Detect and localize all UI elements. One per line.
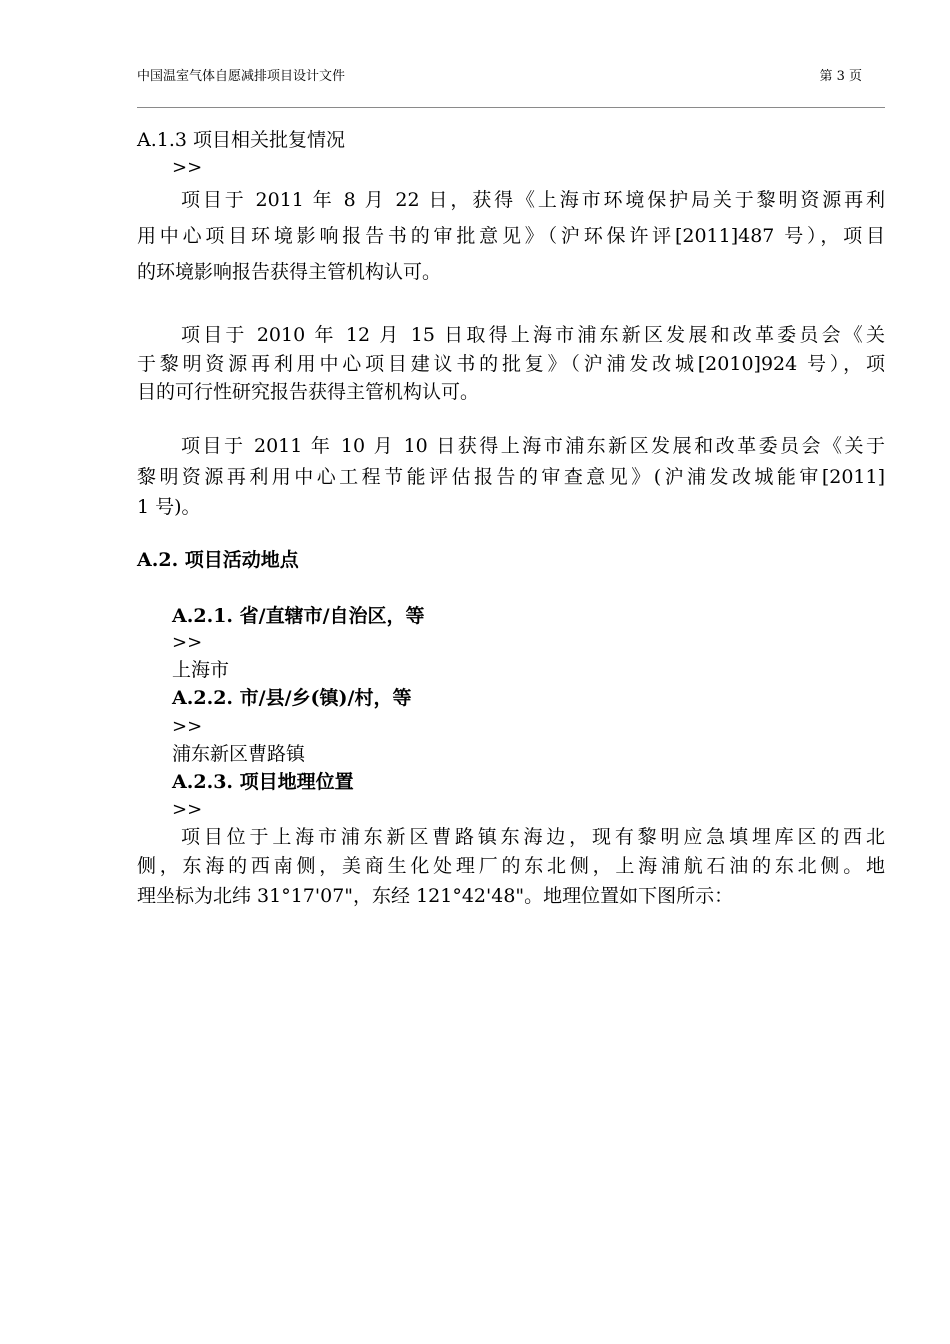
province-value: 上海市 <box>172 659 230 681</box>
paragraph-line: 1 号)。 <box>137 496 201 518</box>
paragraph-line: 项目于 2011 年 8 月 22 日，获得《上海市环境保护局关于黎明资源再利 <box>181 189 885 211</box>
subsection-heading-a21: A.2.1. 省/直辖市/自治区，等 <box>172 605 425 627</box>
section-marker: >> <box>172 632 203 653</box>
subsection-heading-a23: A.2.3. 项目地理位置 <box>172 771 354 793</box>
town-value: 浦东新区曹路镇 <box>172 743 306 765</box>
paragraph-line: 黎明资源再利用中心工程节能评估报告的审查意见》(沪浦发改城能审[2011] <box>137 466 885 488</box>
section-marker: >> <box>172 157 203 178</box>
section-heading-a2: A.2. 项目活动地点 <box>137 549 299 571</box>
page-number: 第 3 页 <box>819 69 862 84</box>
page-header <box>137 66 862 88</box>
paragraph-line: 侧，东海的西南侧，美商生化处理厂的东北侧，上海浦航石油的东北侧。地 <box>137 855 885 877</box>
paragraph-line: 项目于 2010 年 12 月 15 日取得上海市浦东新区发展和改革委员会《关 <box>181 324 885 346</box>
paragraph-line: 用中心项目环境影响报告书的审批意见》（沪环保许评[2011]487 号），项目 <box>137 225 885 247</box>
paragraph-line: 的环境影响报告获得主管机构认可。 <box>137 261 442 283</box>
paragraph-line: 项目于 2011 年 10 月 10 日获得上海市浦东新区发展和改革委员会《关于 <box>181 435 885 457</box>
header-divider <box>137 107 885 108</box>
paragraph-line: 理坐标为北纬 31°17'07"，东经 121°42'48"。地理位置如下图所示： <box>137 885 734 907</box>
section-marker: >> <box>172 716 203 737</box>
paragraph-line: 于黎明资源再利用中心项目建议书的批复》（沪浦发改城[2010]924 号），项 <box>137 353 885 375</box>
paragraph-line: 项目位于上海市浦东新区曹路镇东海边，现有黎明应急填埋库区的西北 <box>181 826 885 848</box>
paragraph-line: 目的可行性研究报告获得主管机构认可。 <box>137 381 480 403</box>
section-heading-a13: A.1.3 项目相关批复情况 <box>137 129 346 151</box>
subsection-heading-a22: A.2.2. 市/县/乡(镇)/村，等 <box>172 687 412 709</box>
section-marker: >> <box>172 799 203 820</box>
document-title: 中国温室气体自愿减排项目设计文件 <box>137 69 346 84</box>
